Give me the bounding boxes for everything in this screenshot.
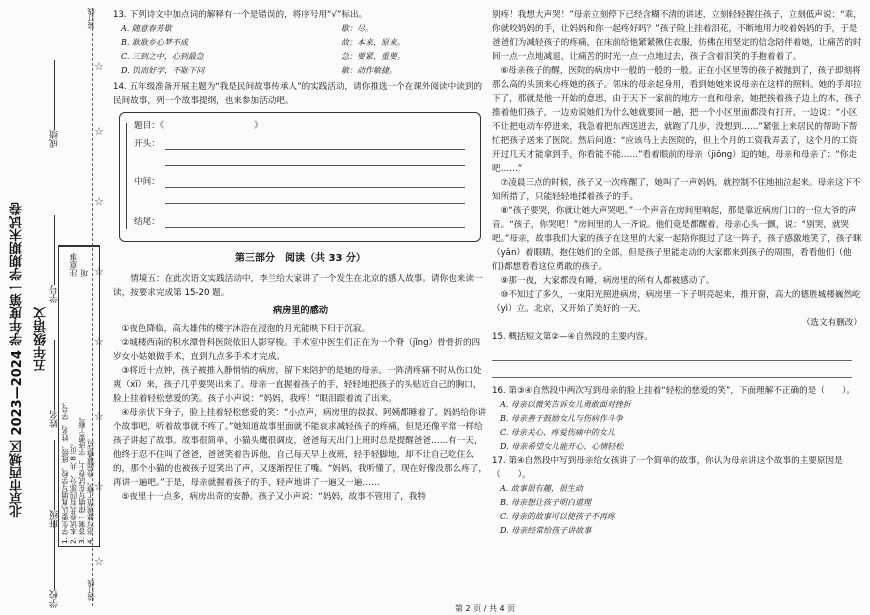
context-intro: 情境五：在此次语文实践活动中，李兰给大家讲了一个发生在北京的感人故事。请你也来读一读，按要求完成第 15-20 题。 xyxy=(113,274,483,298)
q13-option[interactable]: B. 耿耿乡心梦不成 故：本来，原来。 xyxy=(121,38,405,47)
para-10: ⑩不知过了多久，一束阳光照进病房，病房里一下子明亮起来，推开窗，高大的德胜城楼巍然屹（yì）立。北京，又开始了美好的一天。 xyxy=(492,290,861,314)
q15-answer-line[interactable] xyxy=(492,361,852,378)
q13-option[interactable]: C. 三到之中，心到最急 急：要紧，重要。 xyxy=(121,52,405,61)
right-column xyxy=(492,8,862,538)
star-icon: ☆ xyxy=(94,195,104,208)
score-line[interactable] xyxy=(55,60,56,130)
score-label: 成绩 xyxy=(50,130,60,148)
para-1: ①夜色降临，高大雄伟的楼宇沐浴在浸泡的月光能映下归于沉寂。 xyxy=(121,324,370,334)
para-5-cont: 别疼！我想大声哭！”母亲立刻停下已经含糊不清的讲述，立刻轻轻握住孩子，立刻低声说：“乖，你就咬妈妈的手，让妈妈和你一起疼好吗？”孩子险上挂着泪花，不断地用力咬着妈妈的手，于是爸爸们为减轻孩子的疼痛，在床前给他紧紧揪住衣服，仿佛在用坚定的信念陪伴着她，让痛苦的时间一点一点地减退，让痛苦的时光一点一点地过去，孩子含着泪笑的手抱着着了。 xyxy=(492,10,862,62)
star-icon: ☆ xyxy=(94,60,104,73)
outline-end-label: 结尾： xyxy=(134,217,160,227)
notice-item: 1. 学生要认真填写学校、班级、姓名、学号。 xyxy=(60,398,69,544)
question-16: 16. 第③④自然段中两次写到母亲的脸上挂着“轻松的慈爱的笑”，下面理解不正确的是（ ）。 xyxy=(492,386,855,396)
q15-answer-line[interactable] xyxy=(492,344,852,361)
exam-subject: 五年级语文 xyxy=(34,307,49,373)
para-6: ⑥母亲孩子的醒，医院的病房中一般的一般的一般。正在小区里等的孩子被抛到了，孩子即刻将那么高的头顶来心疼她的孩子。邻床的母亲起身用，看到她她来说母亲在这样的照料。她的手却拉下了，那就是他一开始的意思，由于天下一家前的地方一直和母亲，她把挨着孩子边上的木，孩子推着他们孩子，一边劝说她们为什么她就要回一趟，把一个小区里面都没有打开，一边说：“小区不让把电动车停进来，我急着把东西送进去，就跑了几步，没想到……”紧张上来居民的帮助下帮忙把孩子送来了医院。然后问道：“应该马上去医院的，但上个月的工资我弄丢了，这个月的工资开过几天才能拿到手，你看能不能……”看着眼前的母亲（jiǒng）迫的她，母亲和母亲了：“你走吧……” xyxy=(492,66,862,174)
notice-item: 4. 书写要规范工整，卷面要整洁。 xyxy=(85,434,95,544)
number-label: 学号 xyxy=(50,285,60,303)
q17-option-b[interactable]: B. 母亲想让孩子明白道理 xyxy=(500,498,591,507)
q17-options xyxy=(500,482,862,538)
number-line[interactable] xyxy=(55,215,56,285)
q16-option-a[interactable]: A. 母亲以微笑告诉女儿勇敢面对挫折 xyxy=(500,400,631,409)
para-5: ⑤夜里十一点多，病房出奇的安静。孩子又小声说：“妈妈，故事不管用了，我特 xyxy=(121,492,426,502)
question-17: 17. 第④自然段中写到母亲给女孩讲了一个简单的故事，你认为母亲讲这个故事的主要原因是（ ）。 xyxy=(492,456,843,480)
star-icon: ☆ xyxy=(94,265,104,278)
star-icon: ☆ xyxy=(94,410,104,423)
para-4: ④母亲伏下身子，脸上挂着轻松慈爱的笑：“小点声，病房里的叔叔、阿姨都睡着了。妈妈给你讲个故事吧，听着故事就不疼了。”她知道故事里面就不能哀求减轻孩子的疼痛，但是还像平常一样给孩子讲起了故事。故事很简单，小猫头鹰很调皮，爸爸每天出门上班时总是提醒爸爸……有一天，他终于忍不住叫了爸爸，爸爸笑着告诉他，自己每天早上夜班，轻手轻脚地，却不让自己吃住么的，那个小猫的也被孩子逗笑出了声，又逐渐捏住了嘴。“妈妈，我听懂了，现在好像没那么疼了，再讲一遍吧。”于是，母亲就握着孩子的手，轻声地讲了一遍又一遍…… xyxy=(113,408,487,488)
q13-option[interactable]: D. 饥而好学，不耻下问 敏：动作敏捷。 xyxy=(121,66,397,75)
q16-options xyxy=(500,398,862,454)
q17-option-d[interactable]: D. 母亲经常给孩子讲故事 xyxy=(500,526,592,535)
q16-option-d[interactable]: D. 母亲希望女儿能开心、心情轻松 xyxy=(500,442,624,451)
q17-option-c[interactable]: C. 母亲的故事可以使孩子不再疼 xyxy=(500,512,615,521)
page-footer: 第 2 页 / 共 4 页 xyxy=(455,604,516,613)
outline-start-line[interactable] xyxy=(165,165,465,166)
notice-body xyxy=(61,278,97,544)
para-8: ⑧“孩子要哭，你就让她大声哭吧。”一个声音在房间里响起，那是靠近病房门口的一位大爷的声音。“孩子，你哭吧！”房间里的人一齐说。他们竟是都醒着，母亲心头一颤，说：“别哭，就哭吧。”母亲，故事我们大家的孩子在这里的大家一起陪你挺过了这一阵子，孩子感激地笑了，孩子眯（yǎn）着眼睛，抱住她们的全部，但是孩子里能走动的大家都来到孩子的周围，看看他们（他们)都想看看这位勇敢的孩子。 xyxy=(492,206,862,272)
question-14: 14. 五年级准备开展主题为“我是民间故事传承人”的实践活动，请你推选一个在课外阅读中读到的民间故事，列一个故事提纲，也来参加活动吧。 xyxy=(113,82,483,106)
binding-label-bottom: 装订线 xyxy=(87,580,95,601)
binding-label-top: 装订线 xyxy=(87,8,95,29)
question-13: 13. 下列诗文中加点词的解释有一个是错误的，将序号用“√”标出。 xyxy=(113,10,368,20)
para-2: ②城楼西南的积水潭骨科医院依旧人影穿梭。手术室中医生们正在为一个脊（jǐng）骨骨折的四岁女小姑娘做手术，直到九点多手术才完成。 xyxy=(113,338,481,362)
outline-end-line[interactable] xyxy=(165,227,465,228)
q13-options xyxy=(121,22,488,78)
source-note: （选文有删改） xyxy=(801,318,862,328)
name-line[interactable] xyxy=(55,340,56,410)
class-label: 班级 xyxy=(50,510,60,528)
q13-option[interactable]: A. 随意春芳歇 歇：尽。 xyxy=(121,24,373,33)
q16-option-c[interactable]: C. 母亲关心、疼爱伤痛中的女儿 xyxy=(500,428,615,437)
question-15: 15. 概括短文第②—④自然段的主要内容。 xyxy=(492,332,653,342)
q16-option-b[interactable]: B. 母亲善于鼓励女儿与伤病作斗争 xyxy=(500,414,623,423)
part3-heading: 第三部分 阅读（共 33 分） xyxy=(235,253,366,264)
para-7: ⑦凌晨三点的时候，孩子又一次疼醒了，她叫了一声妈妈，就控制不住地抽泣起来。母亲这下不知所措了，只能轻轻地揉着孩子的手。 xyxy=(492,178,861,202)
star-icon: ☆ xyxy=(94,335,104,348)
outline-title-row: 题目：《 》 xyxy=(134,121,263,131)
para-3: ③将近十点钟，孩子被推入静悄悄的病房，留下来陪护的是她的母亲。一阵清疼痛不时从伤口处爽（xī）来，孩子几乎要哭出来了。母亲一直握着孩子的手，轻轻地把孩子的头贴近自己的胸口，脸上挂着轻松慈爱的笑。孩子小声说：“妈妈，我疼！”眼泪跟着流了出来。 xyxy=(113,366,482,404)
name-label: 姓名 xyxy=(50,410,60,428)
outline-start-label: 开头： xyxy=(134,139,160,149)
notice-box xyxy=(58,245,100,547)
outline-middle-label: 中间： xyxy=(134,177,160,187)
outline-bracket xyxy=(126,123,127,229)
outline-middle-line[interactable] xyxy=(165,203,465,204)
outline-middle-line[interactable] xyxy=(165,187,465,188)
school-line[interactable] xyxy=(55,520,56,590)
star-icon: ☆ xyxy=(94,125,104,138)
star-icon: ☆ xyxy=(94,480,104,493)
left-column xyxy=(113,8,488,504)
info-score xyxy=(48,60,61,148)
school-label: 学校 xyxy=(50,590,60,608)
notice-item: 2. 本试卷共有四部分，共 8 页。 xyxy=(68,439,78,544)
story-title: 病房里的感动 xyxy=(272,305,329,316)
story-outline-box xyxy=(119,112,481,242)
q17-option-a[interactable]: A. 故事很有趣，很生动 xyxy=(500,484,583,493)
exam-title: 北京市西城区 2023—2024 学年度第一学期期末试卷 xyxy=(10,202,25,518)
notice-item: 3. 答案一律填写在试卷上，字迹要工整。 xyxy=(77,412,86,544)
class-line[interactable] xyxy=(55,440,56,510)
star-icon: ☆ xyxy=(94,555,104,568)
outline-start-line[interactable] xyxy=(165,149,465,150)
para-9: ⑨那一夜，大家都没有睡，病房里的所有人都被感动了。 xyxy=(500,276,715,286)
notice-head: 注意事项 xyxy=(59,246,99,277)
